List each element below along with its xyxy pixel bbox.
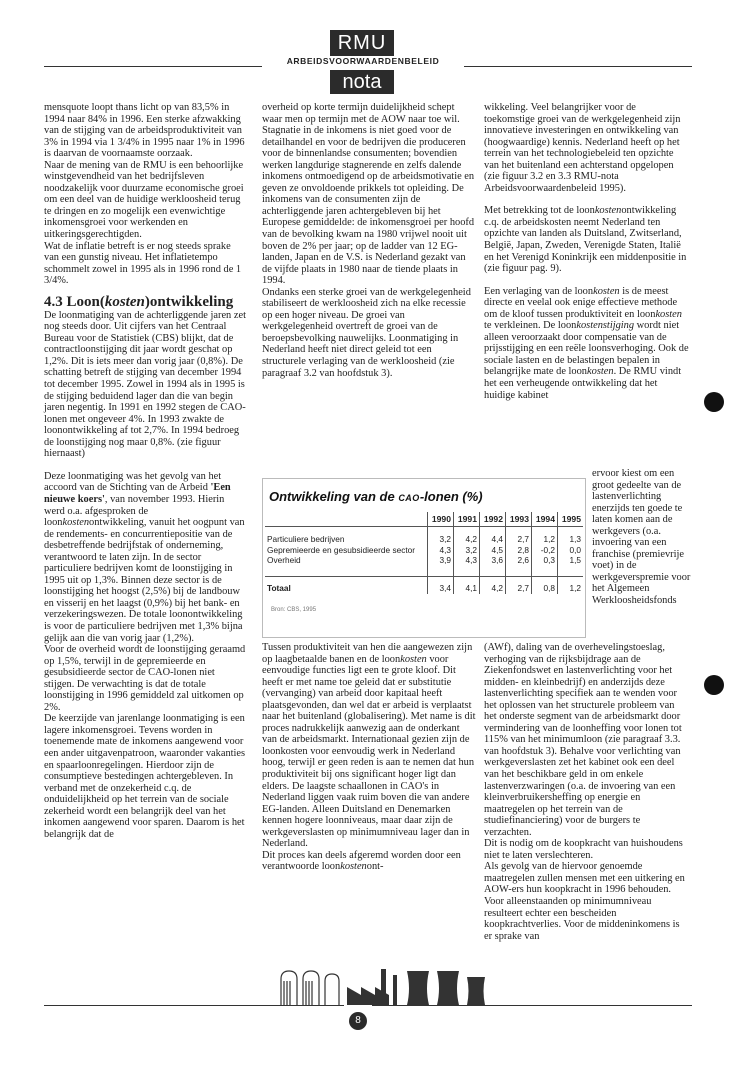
table-total-row: Totaal 3,4 4,1 4,2 2,7 0,8 1,2 [265, 577, 583, 595]
paragraph: Dit proces kan deels afgeremd worden door een verantwoorde loonkostenont- [262, 849, 461, 873]
section-heading: 4.3 Loon(kosten)ontwikkeling [44, 293, 234, 310]
table-row: Overheid 3,9 4,3 3,6 2,6 0,3 1,5 [267, 555, 581, 566]
factory-illustration [277, 965, 492, 1007]
year-header: 1991 [454, 512, 480, 527]
paragraph: Voor de overheid wordt de loonstijging geraamd op 1,5%, terwijl in de gepremieerde en gesubsidieerde sector de CAO-lonen niet stijgen. De verwachting is dat de totale loonstijging in 1996 gemiddeld zal uitkomen op 2%. [44, 644, 246, 713]
paragraph: Tussen produktiviteit van hen die aangewezen zijn op laagbetaalde banen en de loonkosten voor eenvoudige functies ligt een te grote kloof. Dit heeft er met name toe geleid dat er substitutie (vervanging) van arbeid door kapitaal heeft plaatsgevonden, dan wel dat er arbeid is verplaatst naar het buitenland (globalisering). Met name is dit proces nadrukkelijk aanwezig aan de onderkant van de arbeidsmarkt. Internationaal gezien zijn de loonkosten voor eenvoudig werk in Nederland hoog, terwijl er geen reden is aan te nemen dat hun produktiviteit bij ons significant hoger ligt dan elders. De laagste schaallonen in CAO's in Nederland liggen vaak ruim boven die van andere EG-landen. Alleen Duitsland en Denemarken kennen hogere loonniveaus, maar daar zijn de werkgeverslasten op minimumniveau lager dan in Nederland. [262, 642, 476, 850]
nota-logo: nota [330, 70, 394, 94]
table-grid [265, 512, 583, 594]
paragraph: De loonmatiging van de achterliggende jaren zet nog steeds door. Uit cijfers van het Centraal Bureau voor de Statistiek (CBS) blijkt, dat de contractloonstijging dit jaar wordt geschat op 1,2%. Dit is iets meer dan vorig jaar (0,8%). De schatting betreft de stijging van december 1994 tot december 1995. Zowel in 1994 als in 1995 is de stijging beduidend lager dan die van begin jaren negentig. In 1991 en 1992 stegen de CAO-lonen met ongeveer 4%. In 1993 zwakte de loonontwikkeling af tot 2,7%. In 1994 bedroeg de loonstijging nog maar 0,8%. (zie figuur hiernaast) [44, 309, 246, 460]
table-title: Ontwikkeling van de CAO-lonen (%) [269, 489, 483, 504]
paragraph: (AWf), daling van de overhevelingstoeslag, verhoging van de rijksbijdrage aan de Ziekenfondswet en lastenverlichting voor het midden- en kleinbedrijf) en anderzijds deze lastenverlichting specifiek aan te wenden voor het oplossen van het structurele probleem van het onderste segment van de arbeidsmarkt door vermindering van de loonheffing voor lonen tot 115% van het minimumloon (zie paragraaf 3.3. van hoofdstuk 3). Behalve voor verlichting van werkgeverslasten zet het kabinet ook een deel van het beschikbare geld in om enkele lastenverzwaringen (o.a. de invoering van een kleinverbruikersheffing op energie en maatregelen op het terrein van de studiefinanciering) voor de burgers te verzachten. [484, 642, 682, 838]
paragraph: De keerzijde van jarenlange loonmatiging is een lagere inkomensgroei. Tevens worden in toenemende mate de inkomens aangewend voor een ander uitgavenpatroon, waaronder vakanties en spaarloonregelingen. Hierdoor zijn de consumptieve bestedingen achtergebleven. In verband met de onzekerheid c.q. de onduidelijkheid op het terrein van de sociale zekerheid wordt een belangrijk deel van het inkomen aangewend voor sparen. Daarom is het belangrijk dat de [44, 713, 246, 840]
header-subtitle: ARBEIDSVOORWAARDENBELEID [286, 56, 440, 66]
footer-rule-left [44, 1005, 344, 1006]
rmu-logo: RMU [330, 30, 394, 56]
column-left [44, 102, 246, 840]
footer-rule-right [372, 1005, 692, 1006]
paragraph: mensquote loopt thans licht op van 83,5% in 1994 naar 84% in 1996. Een sterke afzwakking van de stijging van de arbeidsproduktiviteit van 3% in 1994 via 1 3/4% in 1995 naar 1% in 1996 is daarvan de voornaamste oorzaak. [44, 102, 245, 160]
paragraph: Deze loonmatiging was het gevolg van het accoord van de Stichting van de Arbeid 'Een nieuwe koers', van november 1993. Hierin werd o.a. afgesproken de loonkostenontwikkeling, vanuit het oogpunt van de rendements- en concurrentiepositie van de desbetreffende bedrijfstak of onderneming, verantwoord te laten zijn. In de sector particuliere bedrijven komt de loonstijging in 1995 uit op 1,3%. Binnen deze sector is de loonstijging het hoogst (2,5%) bij de landbouw en visserij en het laagst (0,9%) bij het bank- en verzekeringswezen. De totale loonontwikkeling is voor de particuliere bedrijven met 1,3% bijna gelijk aan die van vorig jaar (1,2%). [44, 470, 245, 644]
page-number: 8 [349, 1012, 367, 1030]
paragraph: wikkeling. Veel belangrijker voor de toekomstige groei van de werkgelegenheid zijn innovatieve investeringen en ontwikkeling van (hoogwaardige) kennis. Nederland heeft op het terrein van het technologiebeleid ten opzichte van het buitenland een achterstand opgelopen (zie figuur 3.2 en 3.3 RMU-nota Arbeidsvoorwaardenbeleid 1995). [484, 102, 681, 194]
year-header: 1995 [558, 512, 584, 527]
paragraph: Wat de inflatie betreft is er nog steeds sprake van een gunstig niveau. Het inflatietempo schommelt zowel in 1995 als in 1996 rond de 1 3/4%. [44, 240, 242, 287]
paragraph: Stagnatie in de inkomens is niet goed voor de detailhandel en voor de bedrijven die produceren voor de binnenlandse consumenten; bovendien werken langdurige stagnerende en zelfs dalende inkomens ontmoedigend op de arbeidsmotivatie en geven ze onvoldoende prikkels tot opleiding. De inkomens van de consumenten zijn de achterliggende jaren achtergebleven bij het Europese gemiddelde: de inkomensgroei per hoofd van de bevolking kwam na 1980 vrijwel nooit uit boven de 2% per jaar; op de ladder van 12 EG-landen, Japan en de V.S. is Nederland gezakt van de vijfde plaats in 1980 naar de tiende plaats in 1994. [262, 125, 475, 287]
year-header: 1994 [532, 512, 558, 527]
paragraph: overheid op korte termijn duidelijkheid schept waar men op termijn met de AOW naar toe wil. [262, 102, 460, 125]
paragraph: Ondanks een sterke groei van de werkgelegenheid stabiliseert de werkloosheid zich na elke recessie op een hoger niveau. De groei van werkgelegenheid overtreft de groei van de beroepsbevolking nauwelijks. Loonmatiging in Nederland heeft niet direct geleid tot een structurele verlaging van de werkloosheid (zie paragraaf 3.2 van hoofdstuk 3). [262, 286, 471, 379]
column-right-lower [484, 642, 689, 942]
year-header: 1992 [480, 512, 506, 527]
table-source: Bron: CBS, 1995 [271, 607, 317, 613]
paragraph: Een verlaging van de loonkosten is de meest directe en veelal ook enige effectieve methode om de kloof tussen produktiviteit en loonkosten te verkleinen. De loonkostenstijging wordt niet alleen veroorzaakt door compensatie van de prijsstijging en een reële loonsverhoging. Ook de sociale lasten en de belastingen bepalen in belangrijke mate de loonkosten. De RMU vindt het een verheugende ontwikkeling dat het huidige kabinet [484, 285, 689, 401]
cao-wage-table [262, 478, 586, 638]
header-rule-left [44, 66, 262, 67]
column-middle-upper [262, 102, 477, 379]
year-header: 1993 [506, 512, 532, 527]
binder-hole-dot [704, 392, 724, 412]
paragraph: Met betrekking tot de loonkostenontwikkeling c.q. de arbeidskosten neemt Nederland ten opzichte van landen als Duitsland, Zwitserland, België, Japan, Zweden, Verenigde Staten, Italië en het Verenigd Koninkrijk een middenpositie in (zie figuur pag. 9). [484, 205, 687, 275]
column-right-narrow [592, 468, 692, 607]
column-right-upper [484, 102, 689, 401]
paragraph: Als gevolg van de hiervoor genoemde maatregelen zullen mensen met een uitkering en AOW-ers hun koopkracht in 1996 behouden. Voor alleenstaanden op minimumniveau resulteert echter een bescheiden koopkrachtverlies. Voor de middeninkomens is er sprake van [484, 861, 685, 942]
paragraph: Naar de mening van de RMU is een behoorlijke winstgevendheid van het bedrijfsleven noodzakelijk voor duurzame economische groei om een deel van de huidige werkloosheid terug te dringen en zo mogelijk een evenwichtige inkomensgroei voor werkenden en uitkeringsgerechtigden. [44, 159, 244, 241]
paragraph: Dit is nodig om de koopkracht van huishoudens niet te laten verslechteren. [484, 838, 683, 861]
column-middle-lower [262, 642, 477, 873]
table-row: Particuliere bedrijven 3,2 4,2 4,4 2,7 1,2 1,3 [265, 527, 583, 545]
header-rule-right [464, 66, 692, 67]
table-row: Gepremieerde en gesubsidieerde sector 4,3 3,2 4,5 2,8 -0,2 0,0 [267, 544, 581, 555]
year-header: 1990 [428, 512, 454, 527]
binder-hole-dot [704, 675, 724, 695]
paragraph: ervoor kiest om een groot gedeelte van de lastenverlichting enerzijds ten goede te laten komen aan de werkgevers (o.a. invoering van een franchise (premievrije voet) in de werkgeverspremie voor het Algemeen Werkloosheidsfonds [592, 468, 691, 607]
